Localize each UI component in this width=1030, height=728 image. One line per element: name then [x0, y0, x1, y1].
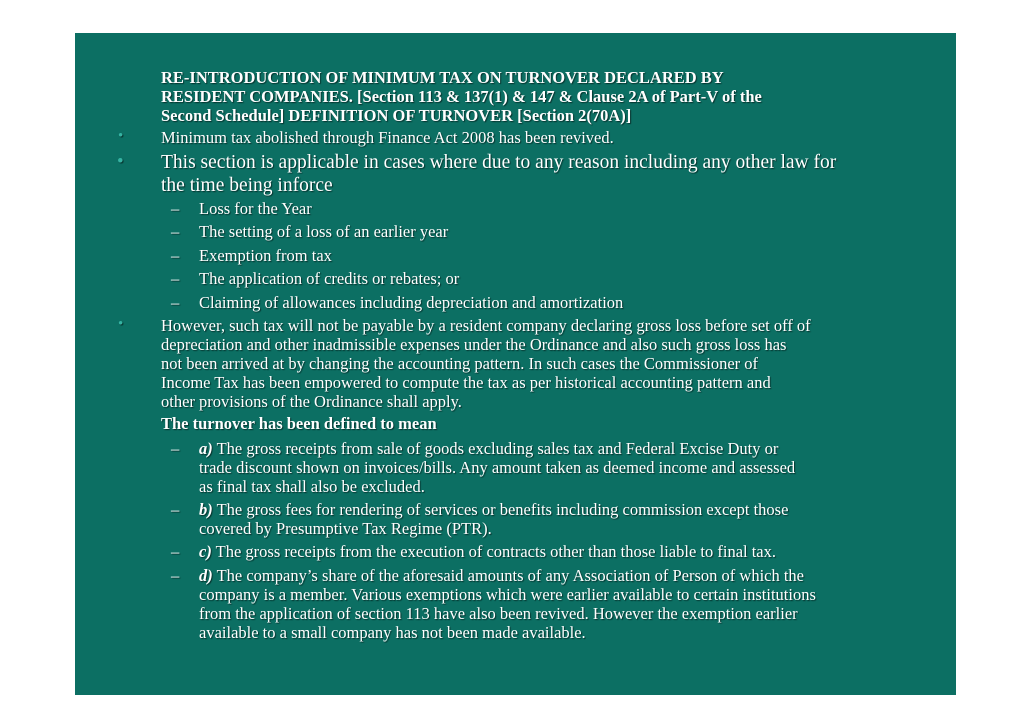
turnover-item-c-text: The gross receipts from the execution of contracts other than those liable to final tax. — [211, 542, 777, 561]
turnover-item-d-line-3: from the application of section 113 have also been revived. However the exemption earlier — [199, 604, 798, 623]
however-line-2: depreciation and other inadmissible expenses under the Ordinance and also such gross loss has — [161, 335, 787, 354]
reason-item: Exemption from tax — [199, 246, 332, 265]
heading-line-3: Second Schedule] DEFINITION OF TURNOVER [Section 2(70A)] — [161, 106, 632, 125]
turnover-item-a-line-3: as final tax shall also be excluded. — [199, 477, 425, 496]
turnover-item-b-text: The gross fees for rendering of services or benefits including commission except those — [212, 500, 789, 519]
turnover-item-b-line-2: covered by Presumptive Tax Regime (PTR). — [199, 519, 492, 538]
however-line-1: However, such tax will not be payable by a resident company declaring gross loss before set off of — [161, 316, 811, 335]
bullet-applicable-line-2: the time being inforce — [161, 175, 333, 196]
turnover-item-d-line-2: company is a member. Various exemptions which were earlier available to certain institutions — [199, 585, 816, 604]
turnover-item-a — [199, 439, 778, 458]
dash-icon: – — [171, 566, 180, 585]
turnover-item-d-text: The company’s share of the aforesaid amounts of any Association of Person of which the — [212, 566, 805, 585]
however-line-4: Income Tax has been empowered to compute the tax as per historical accounting pattern and — [161, 373, 771, 392]
dash-icon: – — [171, 293, 180, 312]
however-line-5: other provisions of the Ordinance shall apply. — [161, 392, 462, 411]
bullet-applicable-line-1: This section is applicable in cases where due to any reason including any other law for — [161, 152, 837, 173]
dash-icon: – — [171, 269, 180, 288]
turnover-item-b-label: b) — [199, 500, 213, 519]
dash-icon: – — [171, 199, 180, 218]
turnover-item-d-line-4: available to a small company has not been made available. — [199, 623, 586, 642]
heading-line-1: RE-INTRODUCTION OF MINIMUM TAX ON TURNOVER DECLARED BY — [161, 68, 724, 87]
dash-icon: – — [171, 500, 180, 519]
heading-line-2: RESIDENT COMPANIES. [Section 113 & 137(1) & 147 & Clause 2A of Part-V of the — [161, 87, 762, 106]
reason-item: Claiming of allowances including depreciation and amortization — [199, 293, 624, 312]
turnover-item-c-label: c) — [199, 542, 212, 561]
dash-icon: – — [171, 246, 180, 265]
slide — [75, 33, 956, 695]
reason-item: The setting of a loss of an earlier year — [199, 222, 449, 241]
bullet-icon: • — [118, 128, 124, 144]
turnover-item-c — [199, 542, 776, 561]
turnover-title: The turnover has been defined to mean — [161, 414, 437, 433]
dash-icon: – — [171, 542, 180, 561]
bullet-icon: • — [117, 151, 124, 172]
reason-item: The application of credits or rebates; or — [199, 269, 460, 288]
however-line-3: not been arrived at by changing the accounting pattern. In such cases the Commissioner of — [161, 354, 759, 373]
dash-icon: – — [171, 222, 180, 241]
dash-icon: – — [171, 439, 180, 458]
turnover-item-a-label: a) — [199, 439, 213, 458]
bullet-revived: Minimum tax abolished through Finance Act 2008 has been revived. — [161, 128, 614, 147]
turnover-item-b — [199, 500, 788, 519]
turnover-item-a-text: The gross receipts from sale of goods excluding sales tax and Federal Excise Duty or — [212, 439, 779, 458]
turnover-item-a-line-2: trade discount shown on invoices/bills. Any amount taken as deemed income and assessed — [199, 458, 796, 477]
bullet-icon: • — [118, 316, 124, 332]
turnover-item-d-label: d) — [199, 566, 213, 585]
reason-item: Loss for the Year — [199, 199, 312, 218]
turnover-item-d — [199, 566, 804, 585]
